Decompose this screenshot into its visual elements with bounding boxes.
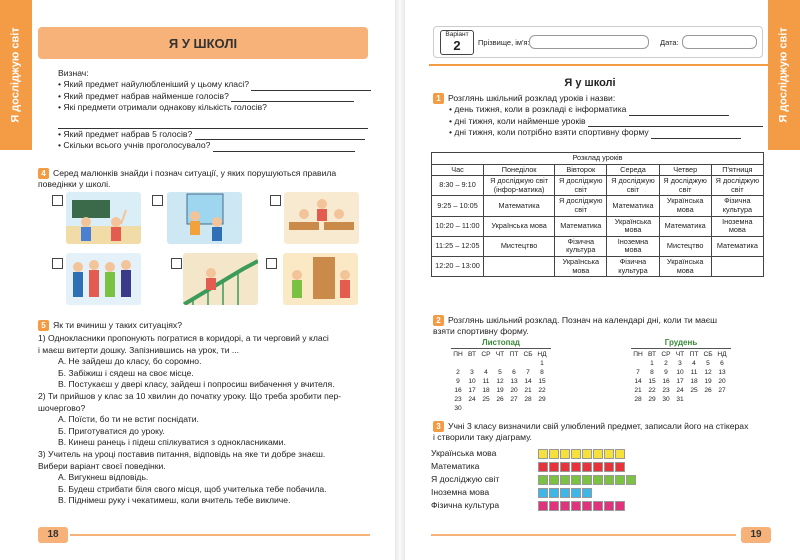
chart-subject-label: Математика xyxy=(431,461,480,471)
door-queue-image xyxy=(283,253,358,305)
calendar-day[interactable]: 1 xyxy=(650,360,654,367)
side-tab-label: Я досліджую світ xyxy=(10,27,23,123)
situation-2-text-2: шочергово? xyxy=(38,402,86,413)
schedule-cell: Українська мова xyxy=(607,216,659,236)
checkbox[interactable] xyxy=(171,258,182,269)
side-tab-left xyxy=(0,0,32,150)
calendar-day[interactable]: 2 xyxy=(456,369,460,376)
calendar-day[interactable]: 10 xyxy=(676,369,684,376)
right-page xyxy=(405,0,800,560)
schedule-cell: Іноземна мова xyxy=(711,216,763,236)
task-5 xyxy=(38,320,373,507)
window-climbing-image xyxy=(167,192,242,244)
calendar-day[interactable]: 13 xyxy=(718,369,726,376)
surname-label: Прізвище, ім'я: xyxy=(478,38,530,47)
calendar-day[interactable]: 8 xyxy=(540,369,544,376)
schedule-header: Вівторок xyxy=(555,164,607,176)
answer-line[interactable] xyxy=(251,82,371,91)
calendar-day[interactable]: 20 xyxy=(718,378,726,385)
calendar-day[interactable]: 1 xyxy=(540,360,544,367)
option[interactable]: Б. Приготуватися до уроку. xyxy=(58,425,165,436)
calendar-day[interactable]: 6 xyxy=(512,369,516,376)
option[interactable]: В. Кинеш ранець і підеш спілкуватися з однокласниками. xyxy=(58,437,286,448)
weekday-label: ВТ xyxy=(648,351,656,358)
date-label: Дата: xyxy=(660,38,679,47)
schedule-cell: 9:25 – 10:05 xyxy=(432,196,484,216)
illustration xyxy=(183,253,258,305)
calendar-day[interactable]: 8 xyxy=(650,369,654,376)
chart-subject-label: Іноземна мова xyxy=(431,487,490,497)
sticker-square xyxy=(549,501,559,511)
calendar-day[interactable]: 11 xyxy=(482,378,490,385)
calendar-day[interactable]: 17 xyxy=(468,387,476,394)
schedule-cell: Українська мова xyxy=(555,256,607,276)
calendar-day[interactable]: 3 xyxy=(678,360,682,367)
footer-divider xyxy=(70,534,370,536)
calendar-day[interactable]: 26 xyxy=(496,396,504,403)
schedule-cell: Математика xyxy=(555,216,607,236)
chart-subject-label: Українська мова xyxy=(431,448,497,458)
weekday-label: ПТ xyxy=(689,351,699,358)
schedule-header: Середа xyxy=(607,164,659,176)
task-1-item: • дні тижня, коли потрібно взяти спортивну форму xyxy=(449,127,649,137)
calendar-day[interactable]: 23 xyxy=(662,387,670,394)
question-4: • Який предмет набрав 5 голосів? xyxy=(58,129,371,140)
sticker-square xyxy=(571,501,581,511)
schedule-cell: Я досліджую світ xyxy=(711,176,763,196)
schedule-header: П'ятниця xyxy=(711,164,763,176)
sticker-square xyxy=(538,501,548,511)
sticker-square xyxy=(560,488,570,498)
situation-3-text: 3) Учитель на уроці поставив питання, відповідь на яке ти добре знаєш. xyxy=(38,449,326,460)
calendar-day[interactable]: 14 xyxy=(634,378,642,385)
schedule-header: Понеділок xyxy=(484,164,555,176)
calendar-day[interactable]: 9 xyxy=(456,378,460,385)
schedule-cell: Українська мова xyxy=(484,216,555,236)
calendar-day[interactable]: 3 xyxy=(470,369,474,376)
schedule-cell: Я досліджую світ xyxy=(607,176,659,196)
calendar-day[interactable]: 24 xyxy=(676,387,684,394)
weekday-label: ПН xyxy=(633,351,643,358)
sticker-square xyxy=(582,488,592,498)
sticker-square xyxy=(538,462,548,472)
question-3: • Які предмети отримали однакову кількість голосів? xyxy=(58,102,371,113)
task-3-text: Учні 3 класу визначили свій улюблений предмет, записали його на стікерах xyxy=(448,421,749,431)
page-number: 19 xyxy=(741,527,771,543)
calendar-day[interactable]: 22 xyxy=(538,387,546,394)
weekday-label: СР xyxy=(481,351,491,358)
task-number: 2 xyxy=(433,315,444,326)
sticker-square xyxy=(549,449,559,459)
calendar-day[interactable]: 22 xyxy=(648,387,656,394)
option[interactable]: А. Вигукнеш відповідь. xyxy=(58,472,149,483)
option[interactable]: А. Не зайдеш до класу, бо соромно. xyxy=(58,356,202,367)
sticker-square xyxy=(604,449,614,459)
schedule-cell: Я досліджую світ xyxy=(659,176,711,196)
schedule-cell: Математика xyxy=(659,216,711,236)
schedule-cell: Я досліджую світ xyxy=(555,196,607,216)
checkbox[interactable] xyxy=(52,258,63,269)
option[interactable]: А. Поїсти, бо ти не встиг поснідати. xyxy=(58,414,199,425)
checkbox[interactable] xyxy=(270,195,281,206)
weekday-label: ПН xyxy=(453,351,463,358)
task-4 xyxy=(38,168,368,191)
weekday-label: ЧТ xyxy=(675,351,685,358)
sticker-square xyxy=(615,449,625,459)
calendar-day[interactable]: 11 xyxy=(690,369,698,376)
answer-line[interactable] xyxy=(58,120,368,129)
option[interactable]: В. Піднімеш руку і чекатимеш, коли вчитель тебе викличе. xyxy=(58,495,291,506)
calendar-day[interactable]: 18 xyxy=(690,378,698,385)
calendar-day[interactable]: 23 xyxy=(454,396,462,403)
book-gutter xyxy=(395,0,405,560)
sticker-square xyxy=(582,475,592,485)
page-title: Я у школі xyxy=(564,77,616,89)
chart-subject-label: Фізична культура xyxy=(431,500,500,510)
variant-label: Варіант xyxy=(445,31,469,38)
schedule-cell: Математика xyxy=(711,236,763,256)
task-5-title: Як ти вчиниш у таких ситуаціях? xyxy=(53,320,182,330)
sticker-square xyxy=(549,475,559,485)
calendar-day[interactable]: 2 xyxy=(664,360,668,367)
page-title xyxy=(38,27,368,59)
classroom-raised-hands-image xyxy=(66,192,141,244)
schedule-cell: Математика xyxy=(607,196,659,216)
calendar-day[interactable]: 12 xyxy=(704,369,712,376)
schedule-cell: 8:30 – 9:10 xyxy=(432,176,484,196)
calendar-day[interactable]: 30 xyxy=(662,396,670,403)
calendar-day[interactable]: 26 xyxy=(704,387,712,394)
question-1: • Який предмет найулюбленіший у цьому класі? xyxy=(58,79,371,90)
sticker-square xyxy=(549,488,559,498)
calendar-day[interactable]: 10 xyxy=(468,378,476,385)
determine-label: Визнач: xyxy=(58,68,89,78)
sticker-square xyxy=(582,462,592,472)
illustration xyxy=(284,192,359,244)
sticker-square xyxy=(604,501,614,511)
weekday-label: НД xyxy=(537,351,547,358)
schedule-cell: Мистецтво xyxy=(484,236,555,256)
task-4-text-2: поведінки у школі. xyxy=(38,179,111,190)
weekday-label: ПТ xyxy=(509,351,519,358)
schedule-cell: Я досліджую світ (інфор-матика) xyxy=(484,176,555,196)
answer-line[interactable] xyxy=(231,93,354,102)
side-tab-label: Я досліджую світ xyxy=(778,27,791,123)
situation-1-text-2: і маєш витерти дошку. Запізнившись на урок, ти ... xyxy=(38,344,240,355)
sticker-square xyxy=(593,475,603,485)
calendar-day[interactable]: 6 xyxy=(720,360,724,367)
schedule-cell: Я досліджую світ xyxy=(555,176,607,196)
sticker-square xyxy=(538,449,548,459)
task-1-title: Розглянь шкільний розклад уроків і назви: xyxy=(448,93,616,103)
sticker-square xyxy=(593,449,603,459)
option[interactable]: Б. Будеш стрибати біля свого місця, щоб учителька тебе побачила. xyxy=(58,483,327,494)
question-2: • Який предмет набрав найменше голосів? xyxy=(58,91,371,102)
weekday-label: ВТ xyxy=(468,351,476,358)
situation-3-text-2: Вибери варіант своєї поведінки. xyxy=(38,460,166,471)
task-1-item: • дні тижня, коли найменше уроків xyxy=(449,116,586,126)
calendar-day[interactable]: 29 xyxy=(538,396,546,403)
task-number: 1 xyxy=(433,93,444,104)
left-page xyxy=(0,0,395,560)
task-number: 5 xyxy=(38,320,49,331)
task-3-text-2: і створили таку діаграму. xyxy=(433,432,532,443)
hallway-crowd-image xyxy=(66,253,141,305)
schedule-cell: Українська мова xyxy=(659,196,711,216)
schedule-cell: 12:20 – 13:00 xyxy=(432,256,484,276)
sticker-chart xyxy=(405,0,800,560)
schedule-caption: Розклад уроків xyxy=(432,153,764,165)
illustration xyxy=(66,192,141,244)
sticker-square xyxy=(615,462,625,472)
calendar-day[interactable]: 21 xyxy=(524,387,532,394)
calendar-day[interactable]: 9 xyxy=(664,369,668,376)
task-2-text-2: взяти спортивну форму. xyxy=(433,326,529,337)
answer-line-row xyxy=(58,118,371,129)
schedule-cell: Українська мова xyxy=(659,256,711,276)
schedule-cell: Фізична культура xyxy=(555,236,607,256)
calendar-day[interactable]: 12 xyxy=(496,378,504,385)
task-4-text: Серед малюнків знайди і познач ситуації, у яких порушуються правила xyxy=(53,168,337,178)
calendar-day[interactable]: 4 xyxy=(692,360,696,367)
checkbox[interactable] xyxy=(52,195,63,206)
calendar-day[interactable]: 31 xyxy=(676,396,684,403)
calendar-day[interactable]: 25 xyxy=(690,387,698,394)
sticker-square xyxy=(560,462,570,472)
schedule-cell: Математика xyxy=(484,196,555,216)
answer-line[interactable] xyxy=(213,143,355,152)
schedule-cell: Фізична культура xyxy=(711,196,763,216)
task-2-text: Розглянь шкільний розклад. Познач на календарі дні, коли ти маєш xyxy=(448,315,718,325)
calendar-day[interactable]: 15 xyxy=(648,378,656,385)
page-number: 18 xyxy=(38,527,68,543)
sticker-square xyxy=(571,475,581,485)
calendar-day[interactable]: 19 xyxy=(704,378,712,385)
illustration xyxy=(66,253,141,305)
calendar-month: Грудень xyxy=(631,338,731,349)
schedule-cell: 11:25 – 12:05 xyxy=(432,236,484,256)
calendar-day[interactable]: 25 xyxy=(482,396,490,403)
sticker-square xyxy=(560,449,570,459)
sticker-square xyxy=(582,449,592,459)
schedule-cell: 10:20 – 11:00 xyxy=(432,216,484,236)
weekday-label: НД xyxy=(717,351,727,358)
calendar-day[interactable]: 28 xyxy=(634,396,642,403)
sticker-square xyxy=(615,501,625,511)
situation-1-text: 1) Однокласники пропонують погратися в коридорі, а ти черговий у класі xyxy=(38,333,329,344)
weekday-label: ЧТ xyxy=(495,351,505,358)
weekday-label: СБ xyxy=(703,351,713,358)
page-title-text: Я У ШКОЛІ xyxy=(168,35,238,51)
schedule-cell: Фізична культура xyxy=(607,256,659,276)
calendar-day[interactable]: 7 xyxy=(636,369,640,376)
calendar-day[interactable]: 27 xyxy=(718,387,726,394)
classroom-desks-image xyxy=(284,192,359,244)
sticker-square xyxy=(571,488,581,498)
checkbox[interactable] xyxy=(266,258,277,269)
calendar-day[interactable]: 16 xyxy=(454,387,462,394)
illustration xyxy=(283,253,358,305)
calendar-day[interactable]: 20 xyxy=(510,387,518,394)
sticker-square xyxy=(582,501,592,511)
answer-line[interactable] xyxy=(195,131,365,140)
sticker-square xyxy=(615,475,625,485)
calendar-day[interactable]: 5 xyxy=(706,360,710,367)
calendar-day[interactable]: 14 xyxy=(524,378,532,385)
sticker-square xyxy=(549,462,559,472)
calendar-day[interactable]: 29 xyxy=(648,396,656,403)
checkbox[interactable] xyxy=(152,195,163,206)
footer-divider xyxy=(431,534,736,536)
sticker-square xyxy=(560,501,570,511)
sticker-square xyxy=(571,462,581,472)
stair-railing-image xyxy=(183,253,258,305)
illustration xyxy=(167,192,242,244)
schedule-cell: Мистецтво xyxy=(659,236,711,256)
calendar-month: Листопад xyxy=(451,338,551,349)
sticker-square xyxy=(560,475,570,485)
calendar-day[interactable]: 18 xyxy=(482,387,490,394)
question-5: • Скільки всього учнів проголосувало? xyxy=(58,140,371,151)
calendar-day[interactable]: 30 xyxy=(454,405,462,412)
variant-number: 2 xyxy=(453,38,461,53)
sticker-square xyxy=(538,475,548,485)
schedule-header: Четвер xyxy=(659,164,711,176)
calendar-day[interactable]: 19 xyxy=(496,387,504,394)
option[interactable]: В. Постукаєш у двері класу, зайдеш і попросиш вибачення у вчителя. xyxy=(58,379,335,390)
calendar-day[interactable]: 15 xyxy=(538,378,546,385)
sticker-square xyxy=(604,475,614,485)
calendar-day[interactable]: 24 xyxy=(468,396,476,403)
schedule-header: Час xyxy=(432,164,484,176)
calendar-day[interactable]: 7 xyxy=(526,369,530,376)
sticker-square xyxy=(604,462,614,472)
task-number: 3 xyxy=(433,421,444,432)
task-number: 4 xyxy=(38,168,49,179)
sticker-square xyxy=(538,488,548,498)
calendar-day[interactable]: 28 xyxy=(524,396,532,403)
option[interactable]: Б. Забіжиш і сядеш на своє місце. xyxy=(58,367,194,378)
determine-block xyxy=(58,68,371,152)
task-1-item: • день тижня, коли в розкладі є інформатика xyxy=(449,104,626,114)
weekday-label: СБ xyxy=(523,351,533,358)
weekday-label: СР xyxy=(661,351,671,358)
schedule-cell: Іноземна мова xyxy=(607,236,659,256)
situation-2-text: 2) Ти прийшов у клас за 10 хвилин до початку уроку. Що треба зробити пер- xyxy=(38,391,342,402)
calendar-day[interactable]: 5 xyxy=(498,369,502,376)
calendar-day[interactable]: 17 xyxy=(676,378,684,385)
calendar-day[interactable]: 4 xyxy=(484,369,488,376)
sticker-square xyxy=(571,449,581,459)
calendar-day[interactable]: 13 xyxy=(510,378,518,385)
chart-subject-label: Я досліджую світ xyxy=(431,474,500,484)
calendar-day[interactable]: 27 xyxy=(510,396,518,403)
sticker-square xyxy=(593,462,603,472)
calendar-day[interactable]: 16 xyxy=(662,378,670,385)
calendar-day[interactable]: 21 xyxy=(634,387,642,394)
sticker-square xyxy=(626,475,636,485)
sticker-square xyxy=(593,501,603,511)
